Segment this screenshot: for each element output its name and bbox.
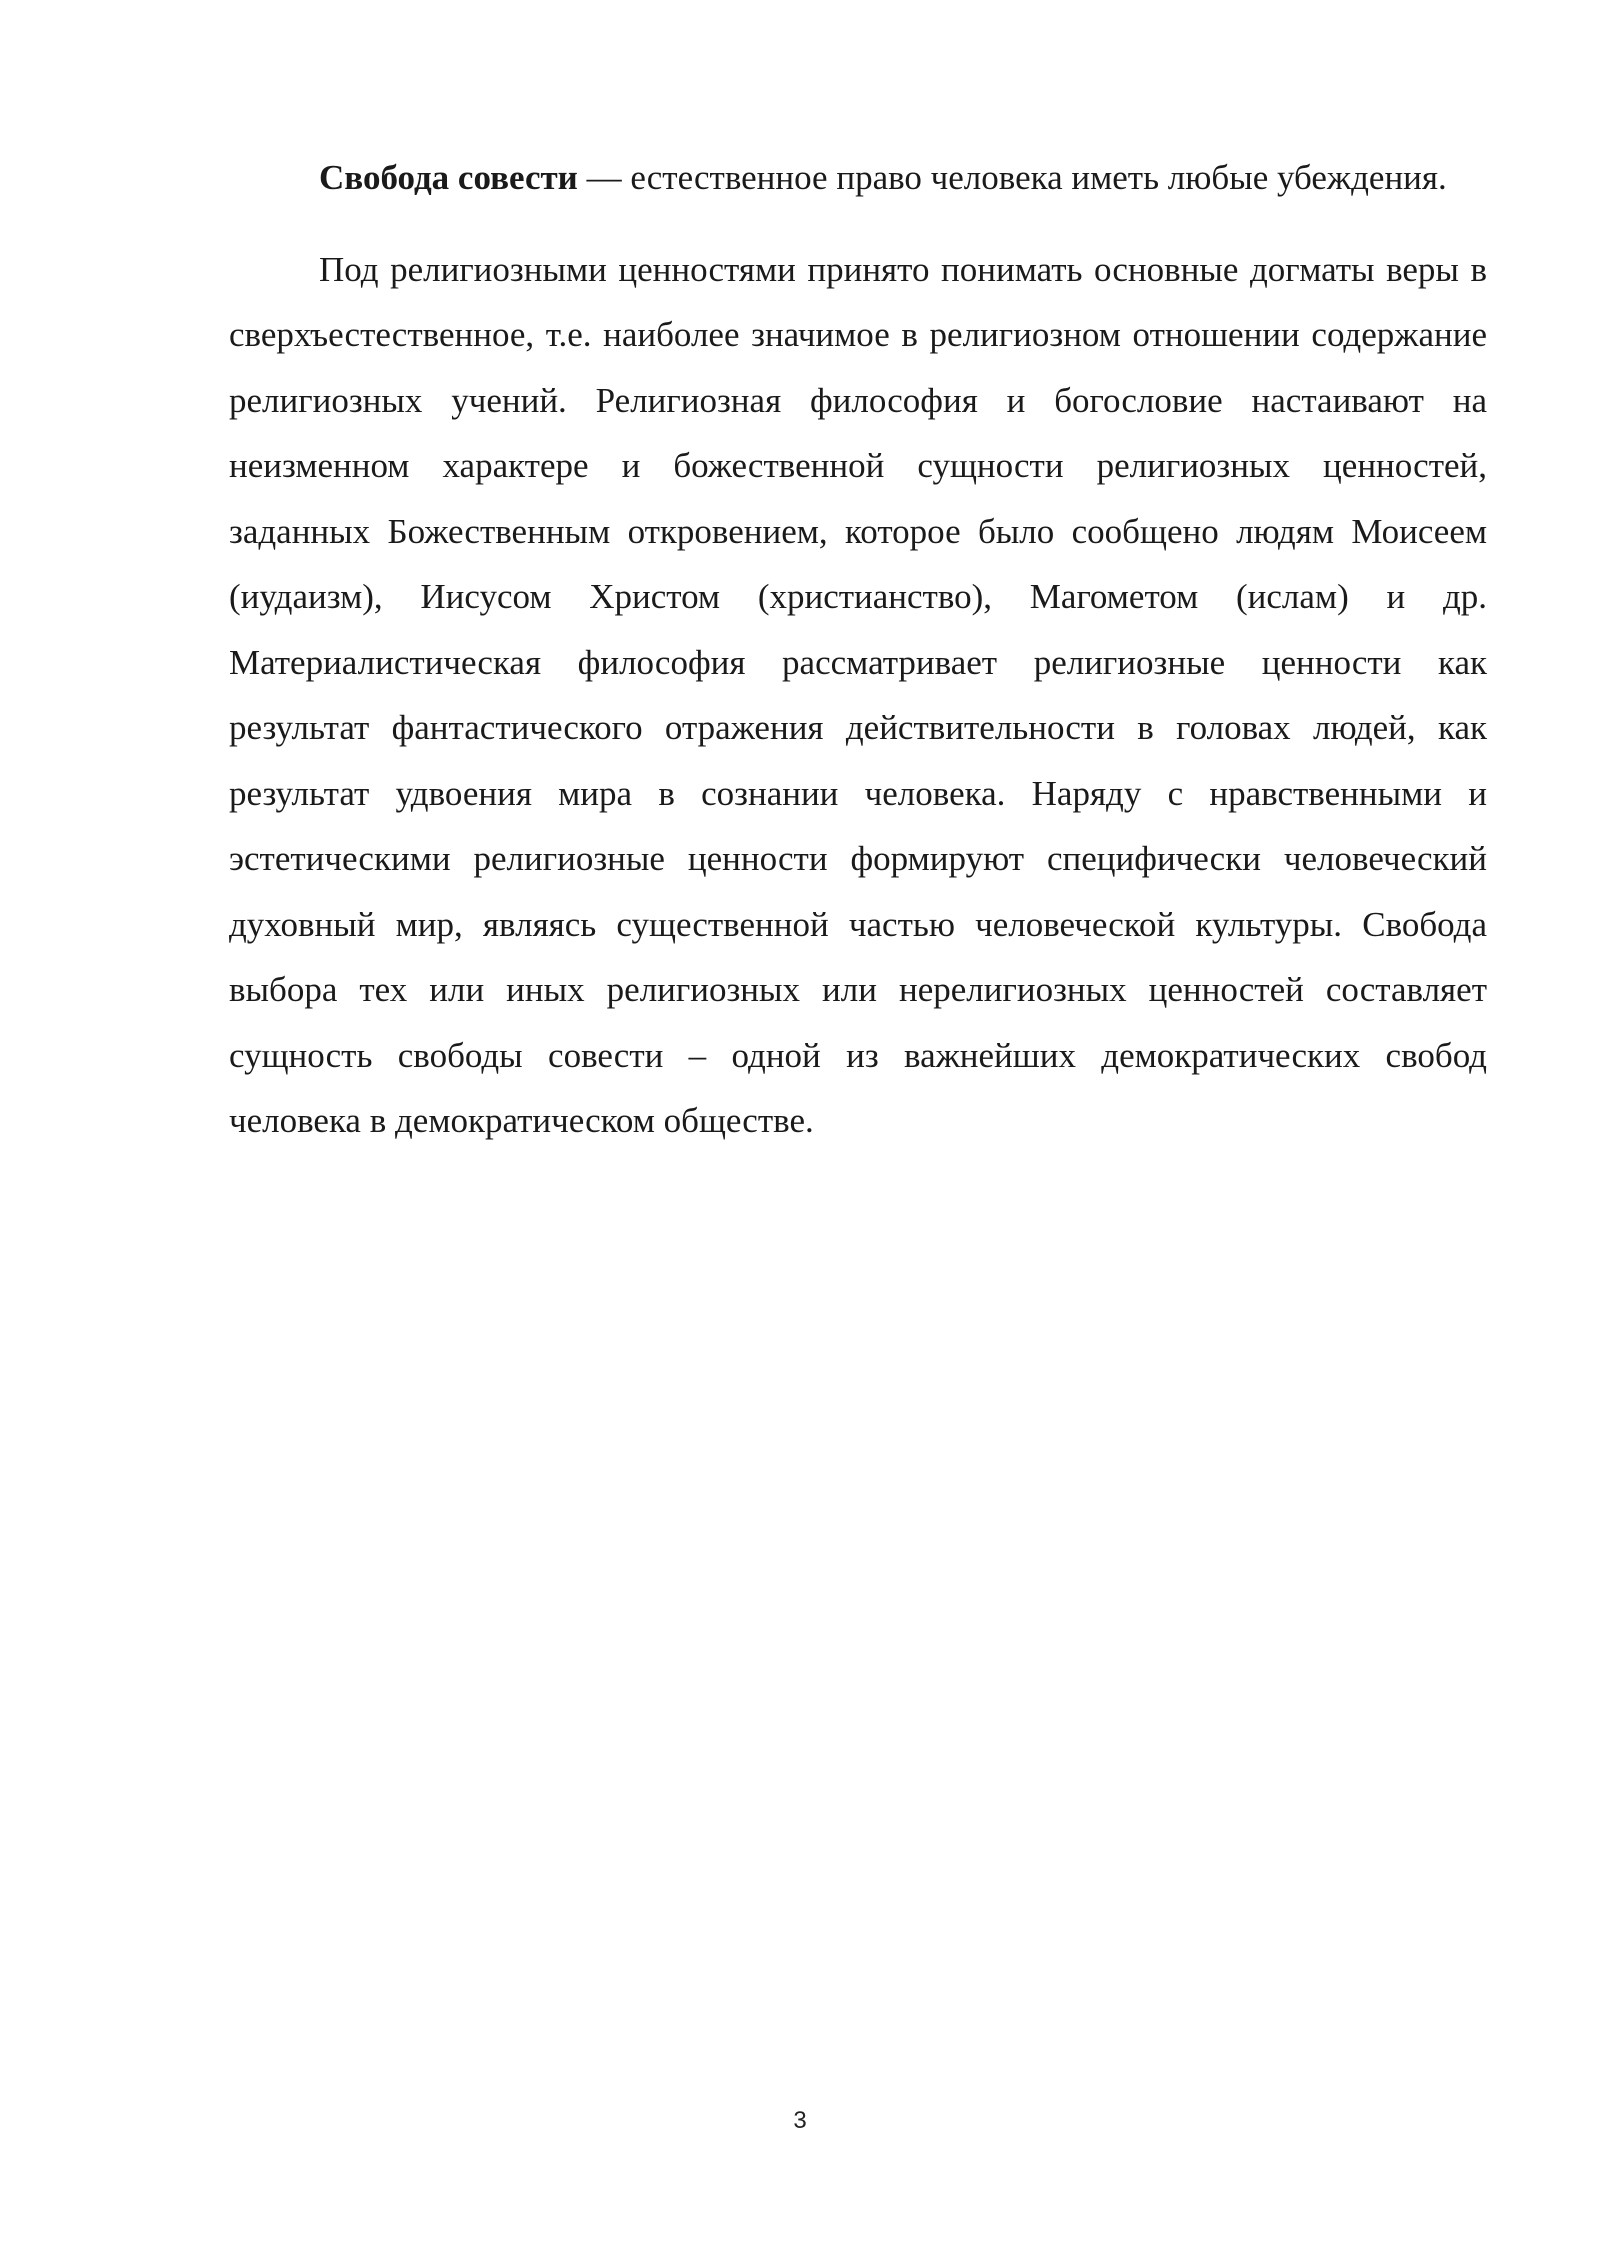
definition-paragraph (229, 145, 1487, 211)
body-text (229, 145, 1487, 1154)
defined-term: Свобода совести (319, 158, 578, 197)
religious-values-paragraph: Под религиозными ценностями принято понимать основные догматы веры в сверхъестественное, т.е. наиболее значимое в религиозном отношении содержание религиозных учений. Религиозная философия и богословие настаивают на неизменном характере и божественной сущности религиозных ценностей, заданных Божественным откровением, которое было сообщено людям Моисеем (иудаизм), Иисусом Христом (христианство), Магометом (ислам) и др. Материалистическая философия рассматривает религиозные ценности как результат фантастического отражения действительности в головах людей, как результат удвоения мира в сознании человека. Наряду с нравственными и эстетическими религиозные ценности формируют специфически человеческий духовный мир, являясь существенной частью человеческой культуры. Свобода выбора тех или иных религиозных или нерелигиозных ценностей составляет сущность свободы совести – одной из важнейших демократических свобод человека в демократическом обществе. (229, 249, 1487, 1140)
definition-text: — естественное право человека иметь любые убеждения. (577, 158, 1447, 197)
page-number: 3 (793, 2107, 807, 2134)
